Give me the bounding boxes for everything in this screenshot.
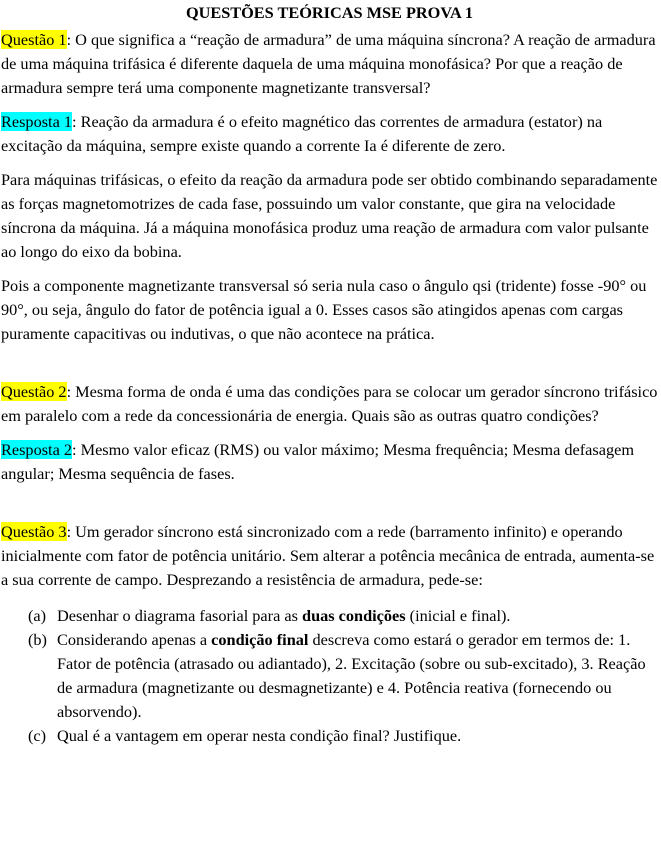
answer-1-text: : Reação da armadura é o efeito magnético das correntes de armadura (estator) na excitação da máquina, sempre existe quando a corrente Ia é diferente de zero. — [1, 112, 603, 155]
question-2-label: Questão 2 — [1, 382, 67, 401]
item-marker: (c) — [28, 726, 47, 745]
question-3-text: : Um gerador síncrono está sincronizado com a rede (barramento infinito) e operando inicialmente com fator de potência unitário. Sem alterar a potência mecânica de entrada, aumenta-se a sua corrente de campo. Desprezando a resistência de armadura, pede-se: — [1, 522, 655, 589]
document-title: QUESTÕES TEÓRICAS MSE PROVA 1 — [185, 3, 474, 22]
answer-2-label: Resposta 2 — [1, 440, 72, 459]
question-3-items — [1, 604, 658, 748]
item-marker: (b) — [28, 630, 47, 649]
answer-1-label: Resposta 1 — [1, 112, 72, 131]
question-1-label: Questão 1 — [1, 30, 67, 49]
question-2-text: : Mesma forma de onda é uma das condições para se colocar um gerador síncrono trifásico em paralelo com a rede da concessionária de energia. Quais são as outras quatro condições? — [1, 382, 658, 425]
question-3-item-b: (b) Considerando apenas a condição final descreva como estará o gerador em termos de: 1. Fator de potência (atrasado ou adiantado), 2. Excitação (sobre ou sub-excitado), 3. Reação de armadura (magnetizante ou desmagnetizante) e 4. Potência reativa (fornecendo ou absorvendo). — [28, 630, 646, 721]
answer-2 — [1, 438, 658, 486]
item-marker: (a) — [28, 606, 47, 625]
answer-2-text: : Mesmo valor eficaz (RMS) ou valor máximo; Mesma frequência; Mesma defasagem angular; Mesma sequência de fases. — [1, 440, 634, 483]
question-1-text: : O que significa a “reação de armadura” de uma máquina síncrona? A reação de armadura de uma máquina trifásica é diferente daquela de uma máquina monofásica? Por que a reação de armadura sempre terá uma componente magnetizante transversal? — [1, 30, 656, 97]
answer-1-paragraph-3: Pois a componente magnetizante transversal só seria nula caso o ângulo qsi (tridente) fosse -90° ou 90°, ou seja, ângulo do fator de potência igual a 0. Esses casos são atingidos apenas com cargas puramente capacitivas ou indutivas, o que não acontece na prática. — [1, 276, 647, 343]
question-3-label: Questão 3 — [1, 522, 67, 541]
question-3-item-c: (c) Qual é a vantagem em operar nesta condição final? Justifique. — [1, 724, 658, 748]
answer-1-paragraph-2: Para máquinas trifásicas, o efeito da reação da armadura pode ser obtido combinando separadamente as forças magnetomotrizes de cada fase, possuindo um valor constante, que gira na velocidade síncrona da máquina. Já a máquina monofásica produz uma reação de armadura com valor pulsante ao longo do eixo da bobina. — [1, 170, 658, 261]
question-3 — [1, 520, 658, 592]
question-1 — [1, 28, 658, 100]
question-3-item-a: (a) Desenhar o diagrama fasorial para as duas condições (inicial e final). — [1, 604, 658, 628]
answer-1 — [1, 110, 658, 158]
question-2 — [1, 380, 658, 428]
